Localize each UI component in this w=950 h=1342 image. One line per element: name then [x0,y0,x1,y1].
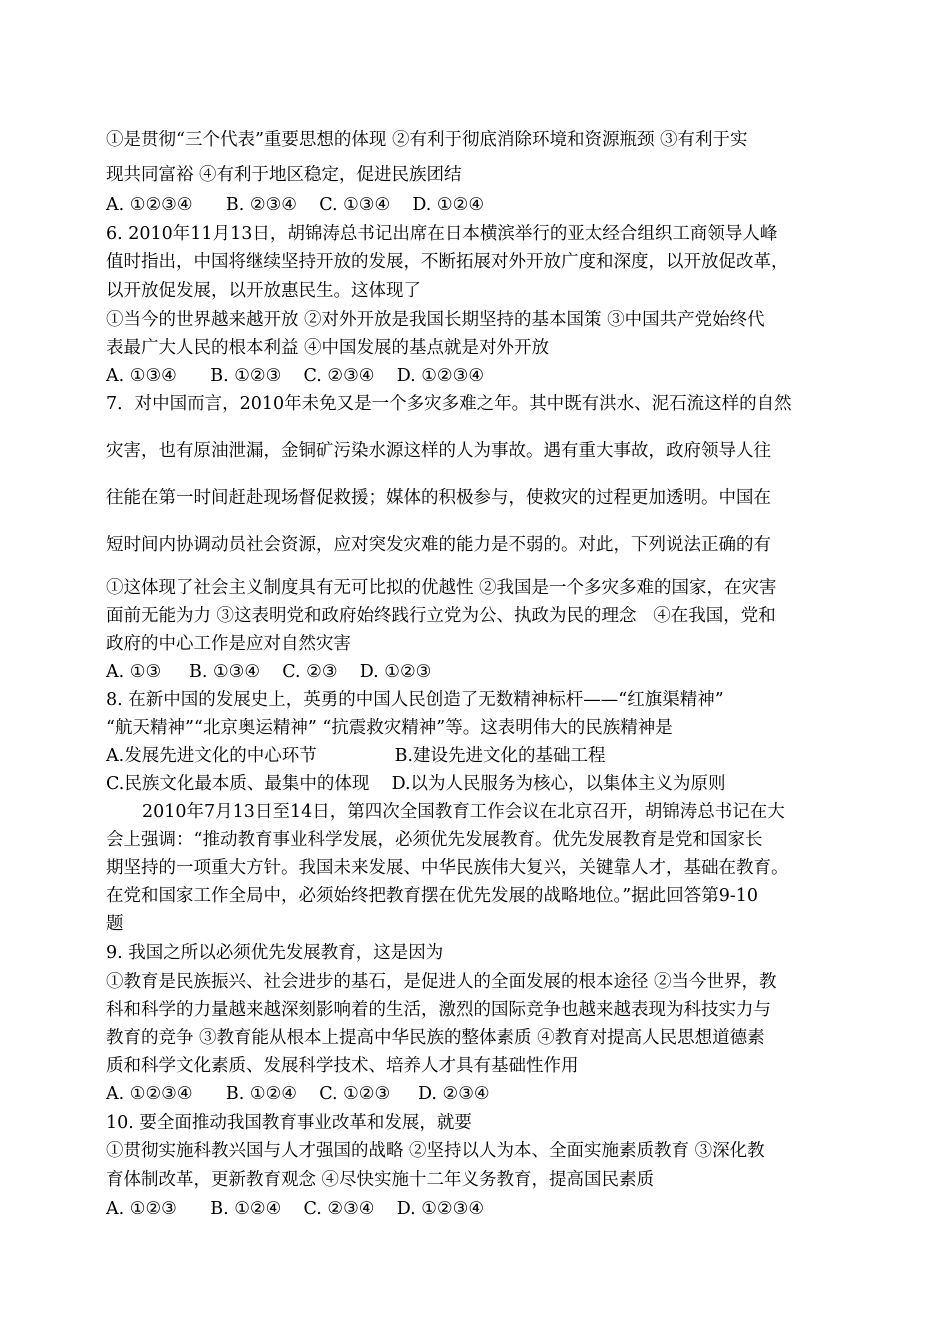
question-7: 7．对中国而言，2010年未免又是一个多灾多难之年。其中既有洪水、泥石流这样的自然 [106,394,792,414]
text-line: 科和科学的力量越来越深刻影响着的生活，激烈的国际竞争也越来越表现为科技实力与 [106,1000,771,1020]
question-6: 6. 2010年11月13日，胡锦涛总书记出席在日本横滨举行的亚太经合组织工商领导人峰 [106,224,778,244]
text-line: 面前无能为力 ③这表明党和政府始终践行立党为公、执政为民的理念 ④在我国，党和 [106,606,776,626]
text-line: 育体制改革，更新教育观念 ④尽快实施十二年义务教育，提高国民素质 [106,1170,655,1190]
text-line: “航天精神”“北京奥运精神” “抗震救灾精神”等。这表明伟大的民族精神是 [106,718,673,738]
text-line: ①贯彻实施科教兴国与人才强国的战略 ②坚持以人为本、全面实施素质教育 ③深化教 [106,1141,765,1161]
text-line: 以开放促发展，以开放惠民生。这体现了 [106,281,421,301]
question-9: 9. 我国之所以必须优先发展教育，这是因为 [106,943,444,963]
text-line: ①这体现了社会主义制度具有无可比拟的优越性 ②我国是一个多灾多难的国家，在灾害 [106,578,777,598]
answer-options: A. ①③ B. ①③④ C. ②③ D. ①②③ [106,662,432,682]
answer-options: A.发展先进文化的中心环节 B.建设先进文化的基础工程 [106,746,606,766]
text-line: 教育的竞争 ③教育能从根本上提高中华民族的整体素质 ④教育对提高人民思想道德素 [106,1028,765,1048]
text-line: 政府的中心工作是应对自然灾害 [106,634,351,654]
text-line: 题 [106,914,124,934]
text-line: 表最广大人民的根本利益 ④中国发展的基点就是对外开放 [106,338,550,358]
answer-options: A. ①②③ B. ①②④ C. ②③④ D. ①②③④ [106,1199,485,1219]
text-line: 会上强调：“推动教育事业科学发展，必须优先发展教育。优先发展教育是党和国家长 [106,830,763,850]
answer-options: A. ①②③④ B. ①②④ C. ①②③ D. ②③④ [106,1084,490,1104]
passage-intro: 2010年7月13日至14日，第四次全国教育工作会议在北京召开，胡锦涛总书记在大 [142,802,785,822]
text-line: 质和科学文化素质、发展科学技术、培养人才具有基础性作用 [106,1056,579,1076]
text-line: 灾害，也有原油泄漏，金铜矿污染水源这样的人为事故。遇有重大事故，政府领导人往 [106,441,771,461]
text-line: 往能在第一时间赶赴现场督促救援；媒体的积极参与，使救灾的过程更加透明。中国在 [106,488,771,508]
text-line: 在党和国家工作全局中，必须始终把教育摆在优先发展的战略地位。”据此回答第9-10 [106,886,759,906]
text-line: ①是贯彻“三个代表”重要思想的体现 ②有利于彻底消除环境和资源瓶颈 ③有利于实 [106,130,748,150]
answer-options: A. ①②③④ B. ②③④ C. ①③④ D. ①②④ [106,195,485,215]
text-line: ①教育是民族振兴、社会进步的基石，是促进人的全面发展的根本途径 ②当今世界，教 [106,972,777,992]
text-line: ①当今的世界越来越开放 ②对外开放是我国长期坚持的基本国策 ③中国共产党始终代 [106,310,765,330]
text-line: 值时指出，中国将继续坚持开放的发展，不断拓展对外开放广度和深度，以开放促改革， [106,252,789,272]
question-8: 8. 在新中国的发展史上，英勇的中国人民创造了无数精神标杆——“红旗渠精神” [106,690,724,710]
answer-options: A. ①③④ B. ①②③ C. ②③④ D. ①②③④ [106,366,485,386]
answer-options: C.民族文化最本质、最集中的体现 D.以为人民服务为核心，以集体主义为原则 [106,774,726,794]
text-line: 现共同富裕 ④有利于地区稳定，促进民族团结 [106,165,462,185]
text-line: 期坚持的一项重大方针。我国未来发展、中华民族伟大复兴，关键靠人才，基础在教育。 [106,858,789,878]
text-line: 短时间内协调动员社会资源，应对突发灾难的能力是不弱的。对此，下列说法正确的有 [106,535,771,555]
question-10: 10. 要全面推动我国教育事业改革和发展，就要 [106,1113,472,1133]
